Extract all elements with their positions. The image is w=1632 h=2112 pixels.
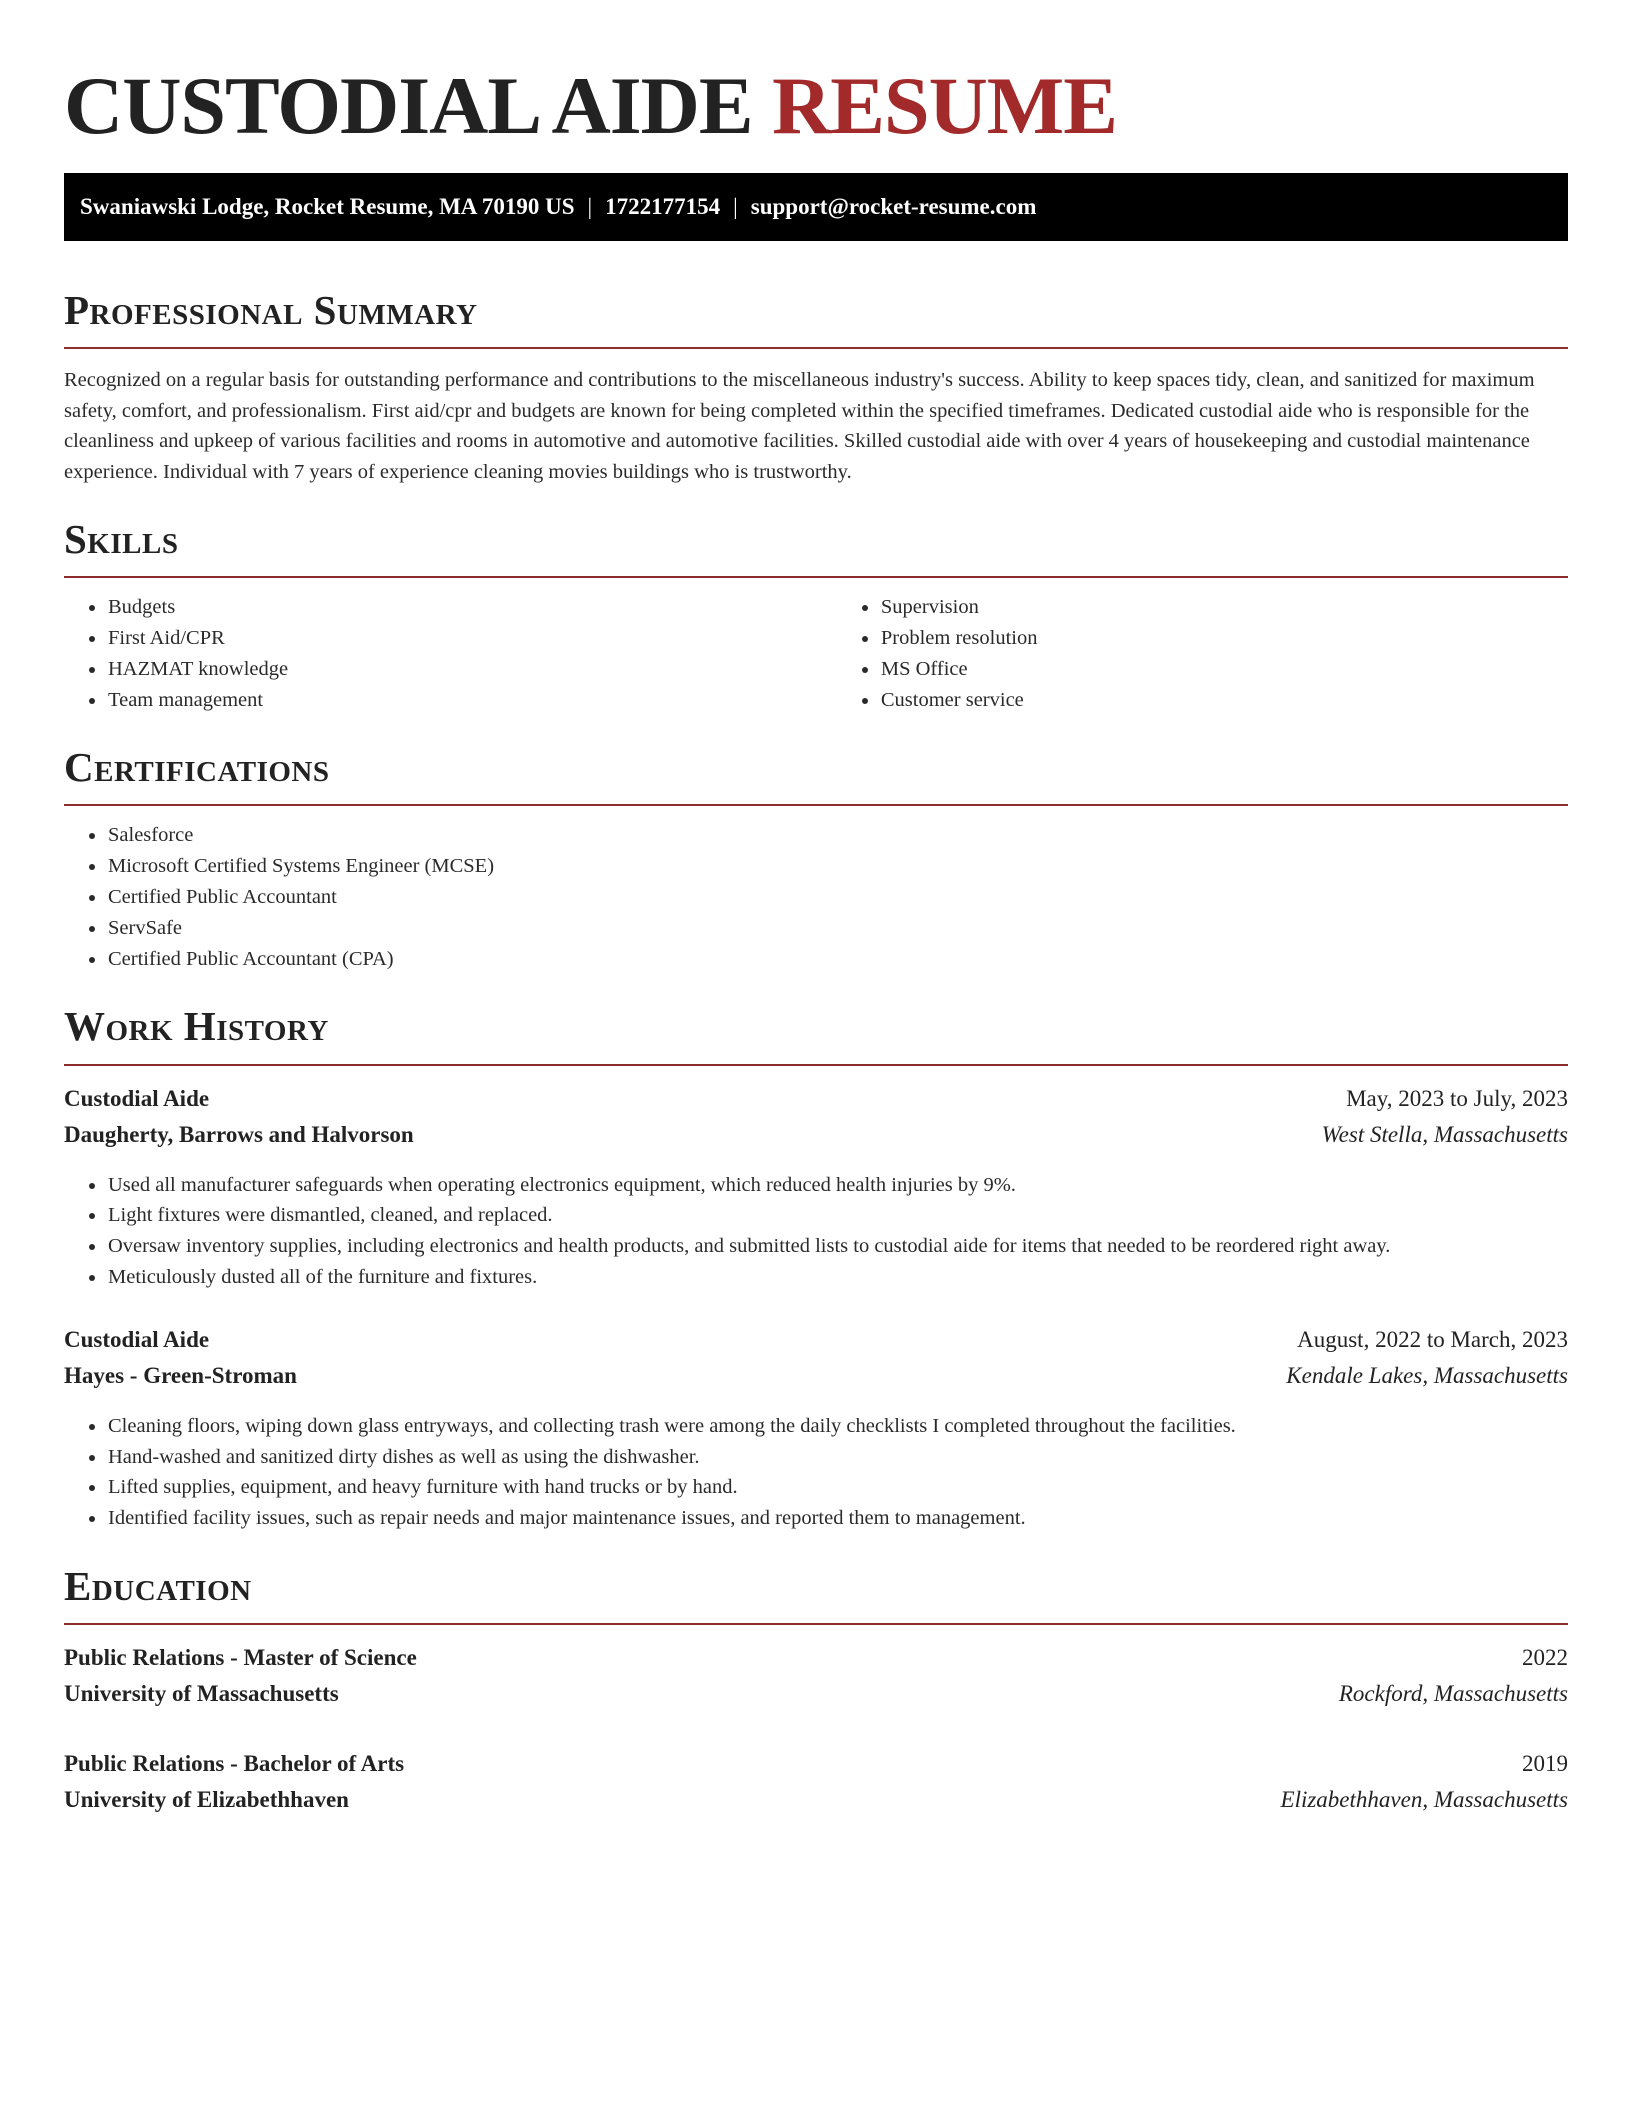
contact-separator: | <box>587 194 593 219</box>
job-duty-item: • Hand-washed and sanitized dirty dishes as well as using the dishwasher. <box>107 1442 1568 1473</box>
job-duty-item: • Meticulously dusted all of the furniture and fixtures. <box>107 1262 1568 1293</box>
education-school-row <box>64 1787 1568 1823</box>
certification-item: • Certified Public Accountant (CPA) <box>107 944 1568 975</box>
skill-item: • HAZMAT knowledge <box>107 654 837 685</box>
job-duty-item: • Lifted supplies, equipment, and heavy furniture with hand trucks or by hand. <box>107 1472 1568 1503</box>
job-duty-item: • Oversaw inventory supplies, including electronics and health products, and submitted lists to custodial aide for items that needed to be reordered right away. <box>107 1231 1568 1262</box>
title-main: CUSTODIAL AIDE <box>64 60 753 151</box>
skill-item: • Supervision <box>880 592 1568 623</box>
contact-bar <box>64 173 1568 241</box>
job-location: Kendale Lakes, Massachusetts <box>1286 1362 1568 1388</box>
job-location: West Stella, Massachusetts <box>1321 1121 1568 1147</box>
education-school: University of Elizabethhaven <box>64 1787 349 1813</box>
job-duty-item: • Light fixtures were dismantled, cleaned, and replaced. <box>107 1200 1568 1231</box>
certification-item: • ServSafe <box>107 913 1568 944</box>
education-location: Elizabethhaven, Massachusetts <box>1280 1787 1568 1813</box>
job-entry <box>64 1086 1568 1293</box>
job-company-row <box>64 1363 1568 1399</box>
resume-title <box>64 0 1568 154</box>
contact-address: Swaniawski Lodge, Rocket Resume, MA 70190 US <box>80 194 575 219</box>
job-duties <box>64 1411 1568 1534</box>
job-duty-item: • Used all manufacturer safeguards when operating electronics equipment, which reduced health injuries by 9%. <box>107 1170 1568 1201</box>
job-duty-item: • Identified facility issues, such as repair needs and major maintenance issues, and reported them to management. <box>107 1503 1568 1534</box>
job-title: Custodial Aide <box>64 1085 210 1111</box>
contact-email[interactable]: support@rocket-resume.com <box>750 194 1037 219</box>
job-company-row <box>64 1122 1568 1158</box>
skills-column-left <box>64 592 837 715</box>
skill-item: • Budgets <box>107 592 837 623</box>
certification-item: • Microsoft Certified Systems Engineer (MCSE) <box>107 851 1568 882</box>
section-heading-summary: Professional Summary <box>64 288 1568 349</box>
skills-column-right <box>837 592 1568 715</box>
section-heading-education: Education <box>64 1564 1568 1625</box>
education-year: 2022 <box>1522 1645 1568 1671</box>
education-degree-row <box>64 1645 1568 1681</box>
contact-separator: | <box>733 194 738 219</box>
education-year: 2019 <box>1522 1751 1568 1777</box>
certification-item: • Salesforce <box>107 820 1568 851</box>
section-heading-skills: Skills <box>64 517 1568 578</box>
education-degree: Public Relations - Bachelor of Arts <box>64 1751 405 1777</box>
skill-item: • Problem resolution <box>880 623 1568 654</box>
skill-item: • First Aid/CPR <box>107 623 837 654</box>
education-school: University of Massachusetts <box>64 1681 339 1707</box>
education-degree: Public Relations - Master of Science <box>64 1645 417 1671</box>
contact-phone[interactable]: 1722177154 <box>605 194 721 219</box>
section-heading-certifications: Certifications <box>64 745 1568 806</box>
education-degree-row <box>64 1751 1568 1787</box>
skill-item: • Customer service <box>880 685 1568 716</box>
education-entry <box>64 1645 1568 1717</box>
skill-item: • MS Office <box>880 654 1568 685</box>
skills-list <box>64 578 1568 715</box>
certifications-list <box>64 820 1568 974</box>
certification-item: • Certified Public Accountant <box>107 882 1568 913</box>
job-dates: August, 2022 to March, 2023 <box>1297 1326 1568 1352</box>
job-dates: May, 2023 to July, 2023 <box>1346 1085 1568 1111</box>
job-company: Daugherty, Barrows and Halvorson <box>64 1121 414 1147</box>
job-duty-item: • Cleaning floors, wiping down glass entryways, and collecting trash were among the daily checklists I completed throughout the facilities. <box>107 1411 1568 1442</box>
job-title-row <box>64 1086 1568 1122</box>
job-title-row <box>64 1327 1568 1363</box>
education-location: Rockford, Massachusetts <box>1338 1681 1568 1707</box>
job-company: Hayes - Green-Stroman <box>64 1362 297 1388</box>
summary-text: Recognized on a regular basis for outstanding performance and contributions to the miscellaneous industry's success. Ability to keep spaces tidy, clean, and sanitized for maximum safety, comfort, and professionalism. First aid/cpr and budgets are known for being completed within the specified timeframes. Dedicated custodial aide who is responsible for the cleanliness and upkeep of various facilities and rooms in automotive and automotive facilities. Skilled custodial aide with over 4 years of housekeeping and custodial maintenance experience. Individual with 7 years of experience cleaning movies buildings who is trustworthy. <box>64 369 1535 483</box>
skill-item: • Team management <box>107 685 837 716</box>
education-entry <box>64 1751 1568 1823</box>
job-duties <box>64 1170 1568 1293</box>
job-title: Custodial Aide <box>64 1326 210 1352</box>
section-heading-work-history: Work History <box>64 1004 1568 1065</box>
education-school-row <box>64 1681 1568 1717</box>
job-entry <box>64 1327 1568 1534</box>
title-accent: RESUME <box>772 60 1117 151</box>
